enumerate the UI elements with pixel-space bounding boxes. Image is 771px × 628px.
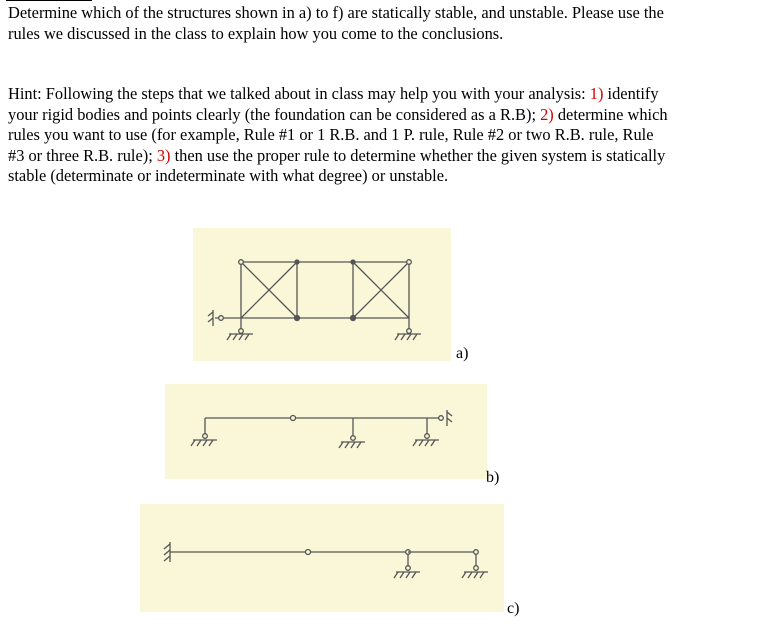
top-rule [6,0,92,1]
question-intro: Determine which of the structures shown in a) to f) are statically stable, and unstable. Please use the rules we discussed in the class to explain how you come to the conclusions. [8,3,664,43]
hint-paragraph [8,84,668,187]
step-3-text: then use the proper rule to determine whether the given system is statically stable (determinate or indeterminate with what degree) or unstable. [8,145,666,185]
hint-lead: Hint: Following the steps that we talked about in class may help you with your analysis: [8,84,590,103]
hinged-beam-icon [165,384,487,479]
step-1-number: 1) [589,84,604,103]
figure-a-panel [193,228,451,361]
figure-b-panel [165,384,487,479]
figure-c-panel [140,504,504,612]
beam-with-links-icon [140,504,504,612]
step-1-text: identify your rigid bodies and points clearly (the foundation can be considered as a R.B); [8,84,659,124]
figure-b-label: b) [486,469,500,486]
step-3-number: 3) [156,145,171,165]
figure-a-label: a) [456,345,469,362]
step-2-text: determine which rules you want to use (for example, Rule #1 or 1 R.B. and 1 P. rule, Rule #2 or two R.B. rule, Rule #3 or three R.B. rule); [8,104,668,165]
figure-c-label: c) [507,600,520,617]
step-2-number: 2) [540,104,554,124]
truss-structure-icon [193,228,451,361]
